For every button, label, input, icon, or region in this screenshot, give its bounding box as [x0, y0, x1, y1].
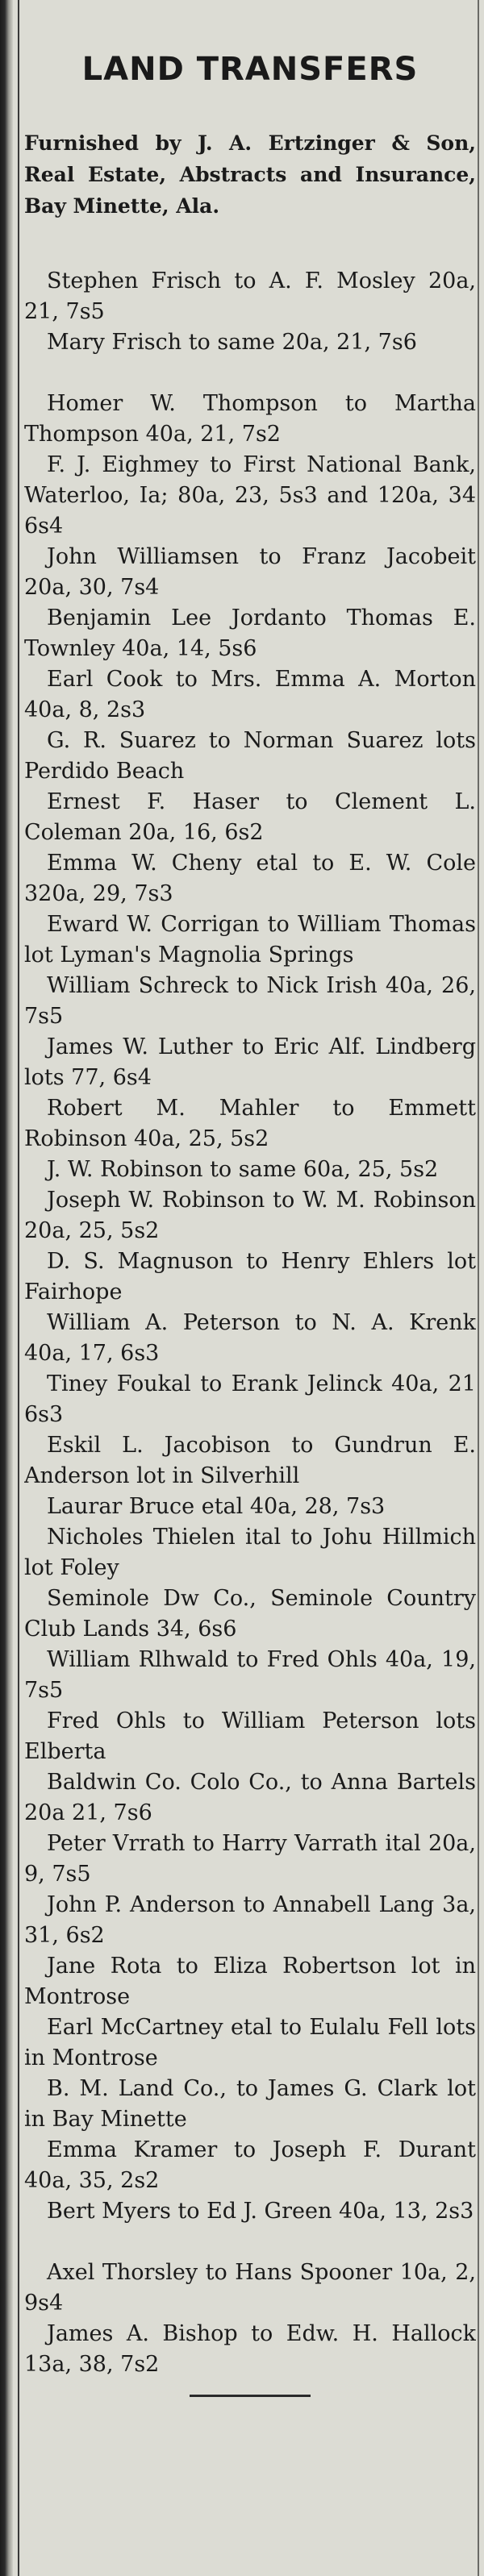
- transfer-entry: Joseph W. Robinson to W. M. Robinson 20a, 25, 5s2: [24, 1188, 476, 1243]
- transfer-entry: Stephen Frisch to A. F. Mosley 20a, 21, 7s5: [24, 268, 476, 324]
- transfer-entry: Earl McCartney etal to Eulalu Fell lots in Montrose: [24, 2015, 476, 2070]
- transfer-entry: Peter Vrrath to Harry Varrath ital 20a, 9, 7s5: [24, 1831, 476, 1887]
- transfer-entry: Seminole Dw Co., Seminole Country Club Lands 34, 6s6: [24, 1586, 476, 1642]
- transfer-entry: Jane Rota to Eliza Robertson lot in Montrose: [24, 1954, 476, 2009]
- transfer-entry: G. R. Suarez to Norman Suarez lots Perdido Beach: [24, 728, 476, 784]
- transfer-entry: Homer W. Thompson to Martha Thompson 40a, 21, 7s2: [24, 391, 476, 447]
- transfer-entry: Bert Myers to Ed J. Green 40a, 13, 2s3: [47, 2199, 474, 2224]
- land-transfers-column: [24, 0, 476, 2576]
- transfer-entry: William A. Peterson to N. A. Krenk 40a, 17, 6s3: [24, 1310, 476, 1366]
- transfer-list: [24, 266, 476, 2380]
- transfer-entry: William Rlhwald to Fred Ohls 40a, 19, 7s5: [24, 1647, 476, 1703]
- section-heading: LAND TRANSFERS: [81, 51, 419, 88]
- adjacent-column-edge: [0, 0, 13, 2576]
- transfer-entry: James A. Bishop to Edw. H. Hallock 13a, 38, 7s2: [24, 2321, 476, 2377]
- transfer-entry: William Schreck to Nick Irish 40a, 26, 7s5: [24, 973, 476, 1029]
- column-rule-right: [478, 0, 479, 2576]
- transfer-entry: John Williamsen to Franz Jacobeit 20a, 30, 7s4: [24, 544, 476, 600]
- credit-line: Furnished by J. A. Ertzinger & Son, Real Estate, Abstracts and Insurance, Bay Minette, Ala.: [24, 131, 476, 218]
- transfer-entry: Robert M. Mahler to Emmett Robinson 40a, 25, 5s2: [24, 1096, 476, 1151]
- transfer-entry: Eward W. Corrigan to William Thomas lot Lyman's Magnolia Springs: [24, 912, 476, 968]
- transfer-entry: D. S. Magnuson to Henry Ehlers lot Fairhope: [24, 1249, 476, 1305]
- column-rule-left: [18, 0, 19, 2576]
- transfer-entry: Nicholes Thielen ital to Johu Hillmich lot Foley: [24, 1525, 476, 1580]
- transfer-entry: John P. Anderson to Annabell Lang 3a, 31, 6s2: [24, 1892, 476, 1948]
- transfer-entry: Baldwin Co. Colo Co., to Anna Bartels 20a 21, 7s6: [24, 1770, 476, 1825]
- transfer-entry: Emma W. Cheny etal to E. W. Cole 320a, 29, 7s3: [24, 851, 476, 906]
- transfer-entry: Mary Frisch to same 20a, 21, 7s6: [47, 330, 417, 355]
- transfer-entry: Emma Kramer to Joseph F. Durant 40a, 35, 2s2: [24, 2137, 476, 2193]
- transfer-entry: J. W. Robinson to same 60a, 25, 5s2: [47, 1157, 439, 1182]
- transfer-entry: Eskil L. Jacobison to Gundrun E. Anderson lot in Silverhill: [24, 1433, 476, 1488]
- transfer-entry: Fred Ohls to William Peterson lots Elberta: [24, 1708, 476, 1764]
- transfer-entry: Axel Thorsley to Hans Spooner 10a, 2, 9s4: [24, 2260, 476, 2316]
- transfer-entry: Benjamin Lee Jordanto Thomas E. Townley 40a, 14, 5s6: [24, 606, 476, 661]
- transfer-entry: James W. Luther to Eric Alf. Lindberg lots 77, 6s4: [24, 1034, 476, 1090]
- transfer-entry: Laurar Bruce etal 40a, 28, 7s3: [47, 1494, 386, 1519]
- transfer-entry: Earl Cook to Mrs. Emma A. Morton 40a, 8, 2s3: [24, 667, 476, 722]
- transfer-entry: B. M. Land Co., to James G. Clark lot in Bay Minette: [24, 2076, 476, 2132]
- end-divider: [190, 2395, 311, 2397]
- transfer-entry: Ernest F. Haser to Clement L. Coleman 20a, 16, 6s2: [24, 789, 476, 845]
- transfer-entry: Tiney Foukal to Erank Jelinck 40a, 21 6s3: [24, 1371, 476, 1427]
- transfer-entry: F. J. Eighmey to First National Bank, Waterloo, Ia; 80a, 23, 5s3 and 120a, 34 6s4: [24, 452, 476, 539]
